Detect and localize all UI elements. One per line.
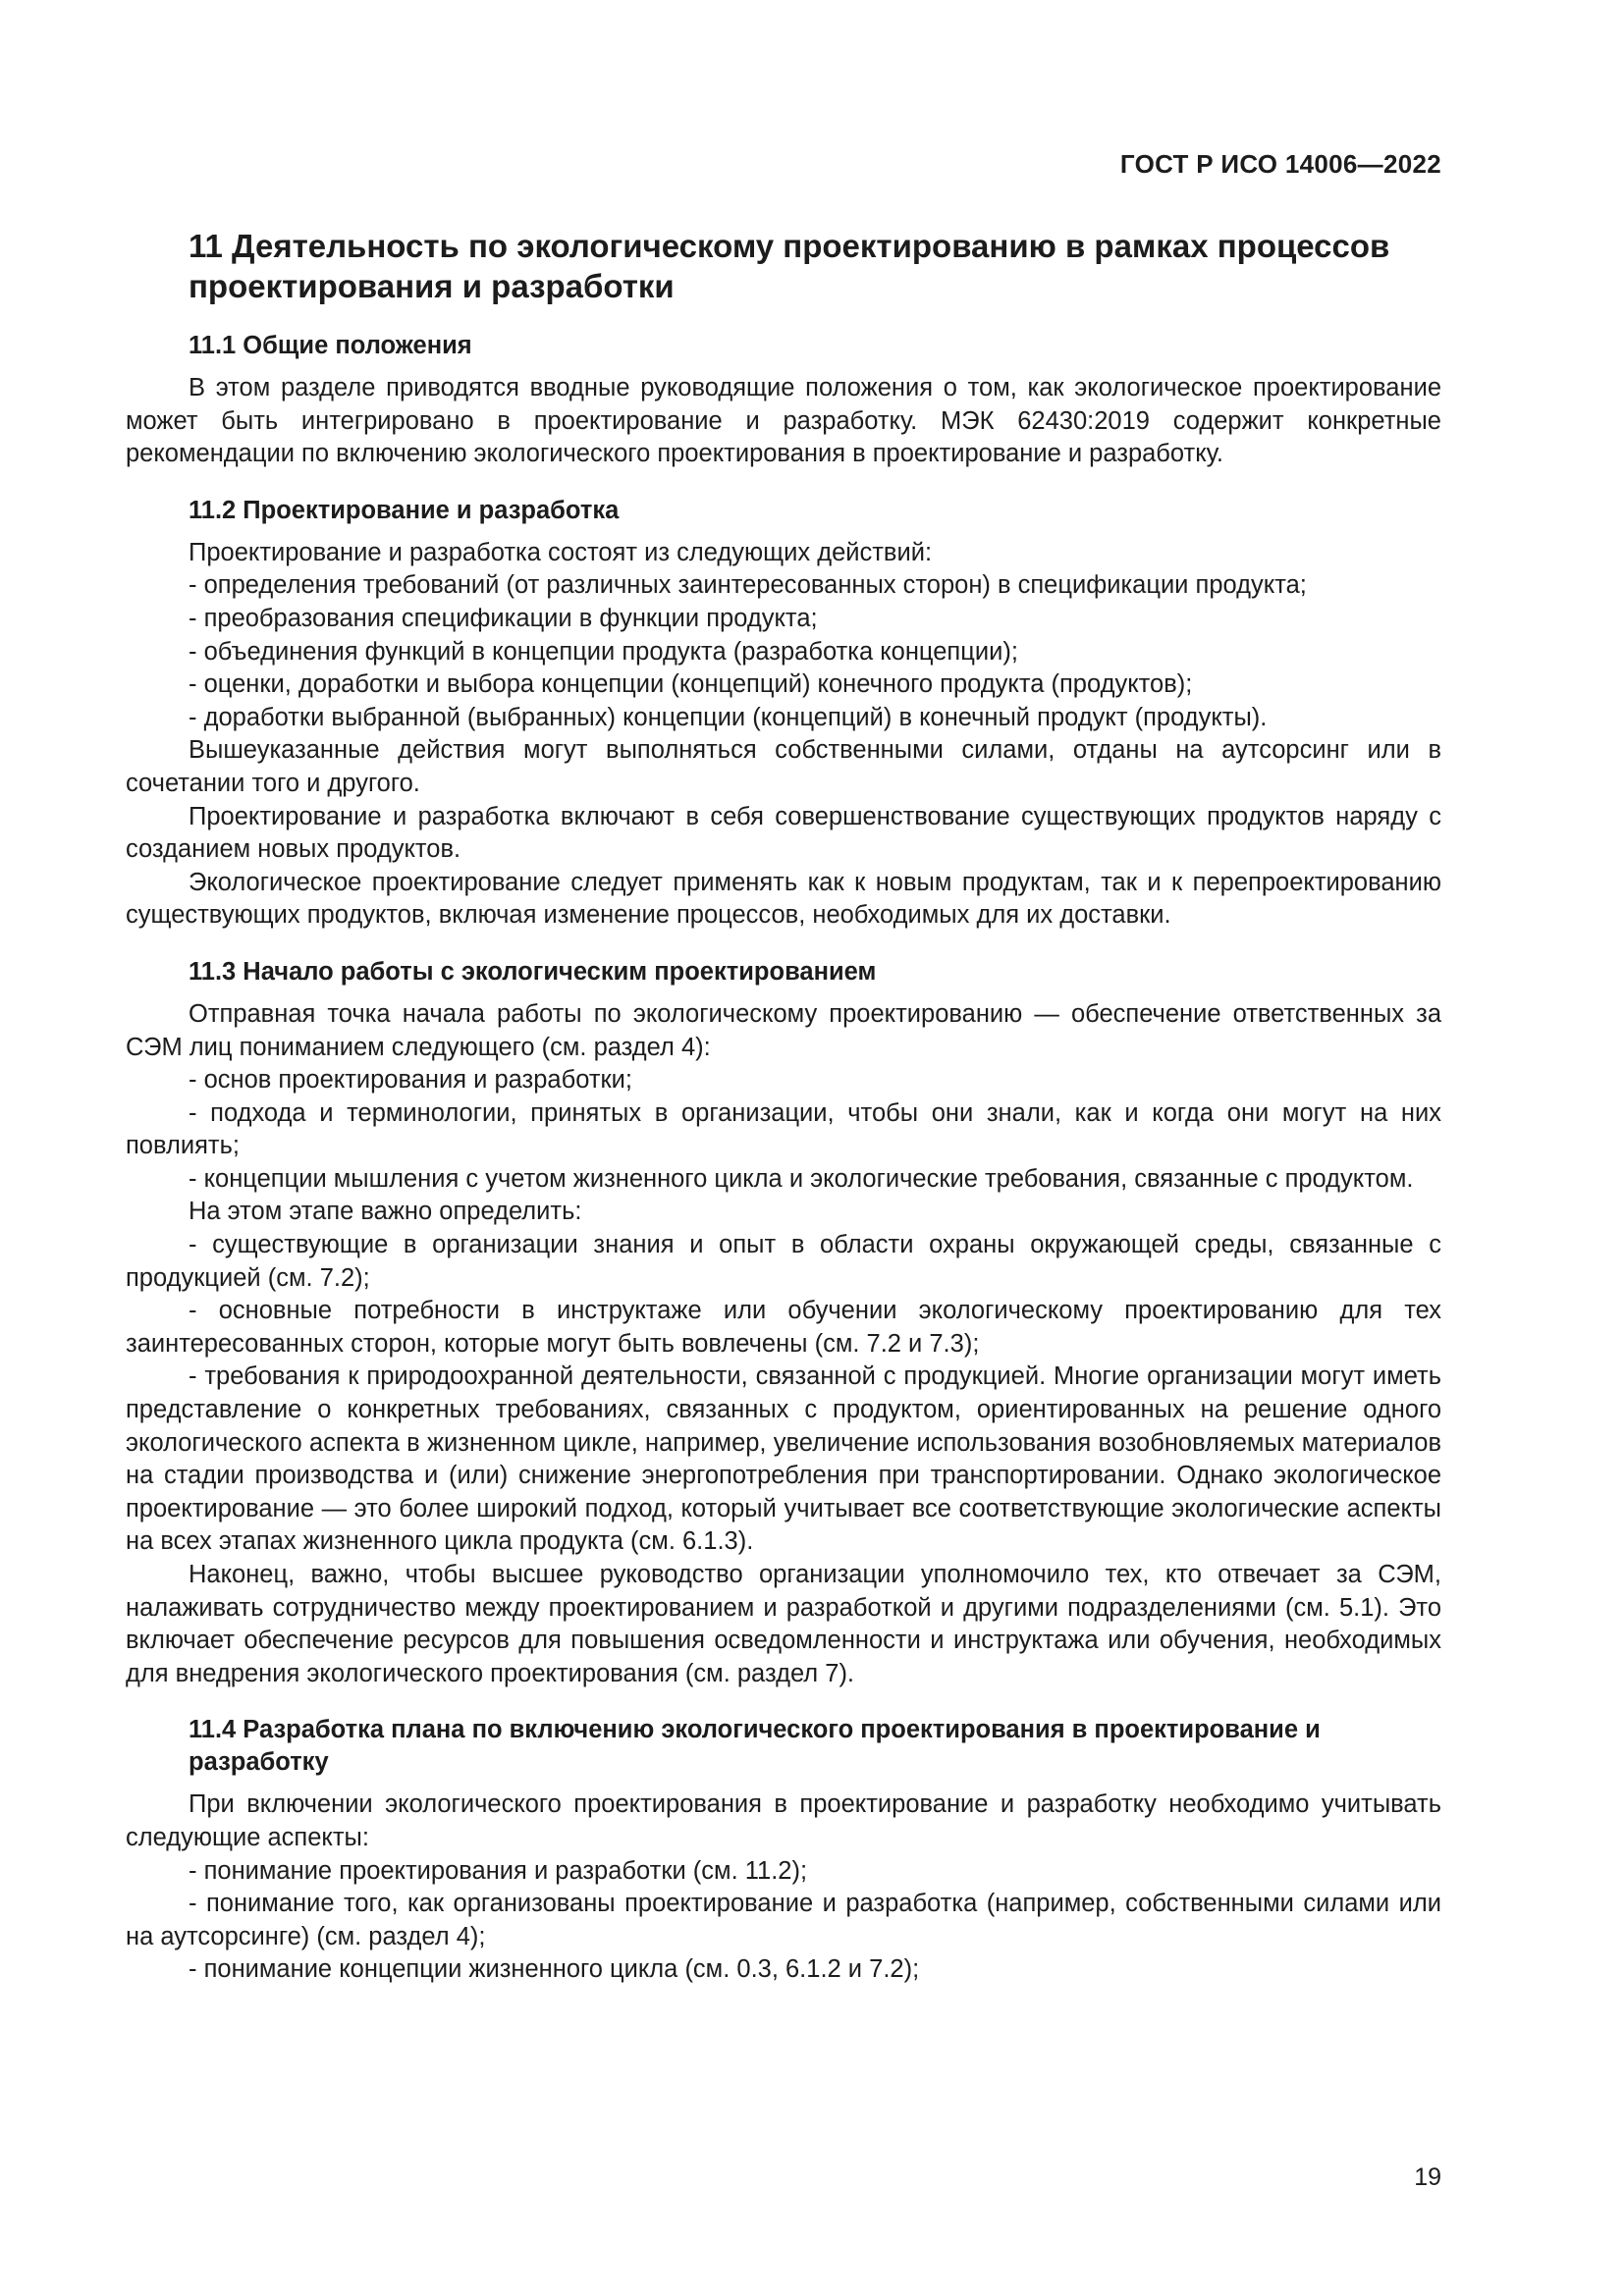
paragraph: На этом этапе важно определить: <box>189 1198 582 1226</box>
section-heading: 11.1 Общие положения <box>189 332 472 359</box>
page-body <box>126 145 1441 1997</box>
list-item: - преобразования спецификации в функции продукта; <box>189 604 818 632</box>
list-item: - основные потребности в инструктаже или обучении экологическому проектированию для тех заинтересованных сторон, которые могут быть вовлечены (см. 7.2 и 7.3); <box>126 1297 1441 1358</box>
section-heading: 11.3 Начало работы с экологическим проектированием <box>189 957 877 986</box>
list-item: - концепции мышления с учетом жизненного цикла и экологические требования, связанные с продуктом. <box>189 1164 1414 1193</box>
list-item: - подхода и терминологии, принятых в организации, чтобы они знали, как и когда они могут на них повлиять; <box>126 1098 1441 1160</box>
page-number: 19 <box>1414 2163 1441 2191</box>
section-heading: 11.4 Разработка плана по включению экологического проектирования в проектирование и разработку <box>189 1716 1321 1777</box>
section <box>126 495 1441 933</box>
section <box>126 956 1441 1690</box>
list-item: - понимание того, как организованы проектирование и разработка (например, собственными силами или на аутсорсинге) (см. раздел 4); <box>126 1890 1441 1950</box>
section-heading: 11.2 Проектирование и разработка <box>189 496 620 524</box>
list-item: - доработки выбранной (выбранных) концепции (концепций) в конечный продукт (продукты). <box>189 703 1268 731</box>
paragraph: Отправная точка начала работы по экологическому проектированию — обеспечение ответственных за СЭМ лиц пониманием следующего (см. раздел 4): <box>126 999 1441 1061</box>
list-item: - оценки, доработки и выбора концепции (концепций) конечного продукта (продуктов); <box>189 670 1193 699</box>
list-item: - существующие в организации знания и опыт в области охраны окружающей среды, связанные с продукцией (см. 7.2); <box>126 1231 1441 1292</box>
page-title: 11 Деятельность по экологическому проектированию в рамках процессов проектирования и разработки <box>189 228 1390 304</box>
list-item: - объединения функций в концепции продукта (разработка концепции); <box>189 637 1018 666</box>
sections <box>126 330 1441 1987</box>
list-item: - основ проектирования и разработки; <box>189 1066 633 1095</box>
list-item: - понимание проектирования и разработки (см. 11.2); <box>189 1856 808 1885</box>
paragraph: Проектирование и разработка включают в себя совершенствование существующих продуктов наряду с созданием новых продуктов. <box>126 802 1441 864</box>
paragraph: В этом разделе приводятся вводные руководящие положения о том, как экологическое проектирование может быть интегрировано в проектирование и разработку. МЭК 62430:2019 содержит конкретные рекомендации по включению экологического проектирования в проектирование и разработку. <box>126 374 1441 468</box>
paragraph: Наконец, важно, чтобы высшее руководство организации уполномочило тех, кто отвечает за СЭМ, налаживать сотрудничество между проектированием и разработкой и другими подразделениями (см. 5.1). Это включает обеспечение ресурсов для повышения осведомленности и инструктажа или обучения, необходимых для внедрения экологического проектирования (см. раздел 7). <box>126 1561 1441 1687</box>
section <box>126 1714 1441 1987</box>
list-item: - требования к природоохранной деятельности, связанной с продукцией. Многие организации могут иметь представление о конкретных требованиях, связанных с продуктом, ориентированных на решение одного экологического аспекта в жизненном цикле, например, увеличение использования возобновляемых материалов на стадии производства и (или) снижение энергопотребления при транспортировании. Однако экологическое проектирование — это более широкий подход, который учитывает все соответствующие экологические аспекты на всех этапах жизненного цикла продукта (см. 6.1.3). <box>126 1362 1441 1556</box>
paragraph: Вышеуказанные действия могут выполняться собственными силами, отданы на аутсорсинг или в сочетании того и другого. <box>126 736 1441 797</box>
paragraph: Экологическое проектирование следует применять как к новым продуктам, так и к перепроектированию существующих продуктов, включая изменение процессов, необходимых для их доставки. <box>126 868 1441 930</box>
paragraph: При включении экологического проектирования в проектирование и разработку необходимо учитывать следующие аспекты: <box>126 1790 1441 1851</box>
list-item: - понимание концепции жизненного цикла (см. 0.3, 6.1.2 и 7.2); <box>189 1955 920 1984</box>
document-code: ГОСТ Р ИСО 14006—2022 <box>1119 149 1441 179</box>
list-item: - определения требований (от различных заинтересованных сторон) в спецификации продукта; <box>189 571 1307 600</box>
section <box>126 330 1441 471</box>
paragraph: Проектирование и разработка состоят из следующих действий: <box>189 538 933 566</box>
